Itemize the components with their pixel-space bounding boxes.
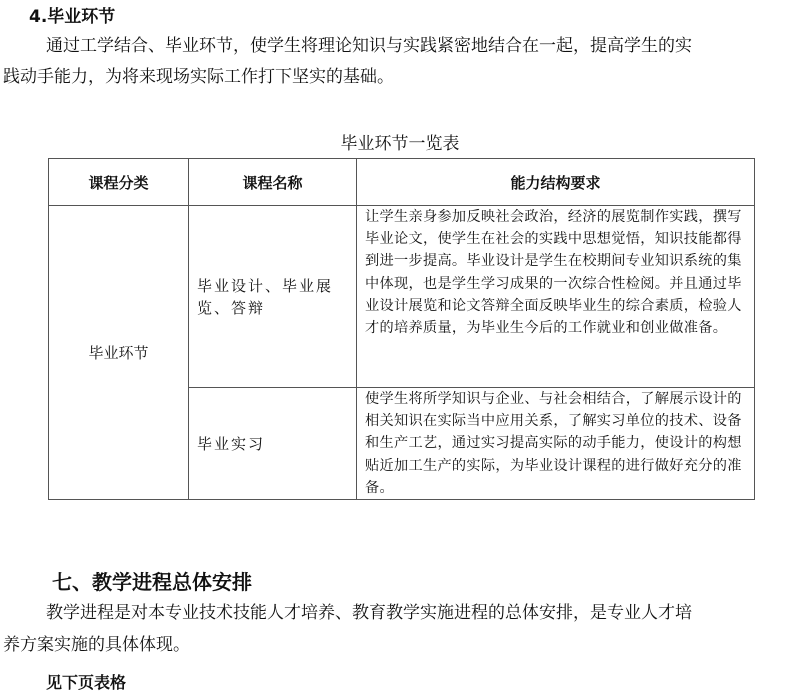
section-heading-teaching-schedule: 七、教学进程总体安排: [52, 570, 252, 594]
header-category: 课程分类: [49, 159, 189, 206]
table-caption: 毕业环节一览表: [340, 134, 460, 154]
graduation-table: [48, 158, 755, 500]
requirement-cell: 使学生将所学知识与企业、与社会相结合，了解展示设计的相关知识在实际当中应用关系，了解实习单位的技术、设备和生产工艺，通过实习提高实际的动手能力，使设计的构想贴近加工生产的实际，为毕业设计课程的进行做好充分的准备。: [357, 388, 755, 500]
course-name-cell: 毕业设计、毕业展览、答辩: [189, 206, 357, 388]
requirement-cell: 让学生亲身参加反映社会政治，经济的展览制作实践，撰写毕业论文，使学生在社会的实践中思想觉悟，知识技能都得到进一步提高。毕业设计是学生在校期间专业知识系统的集中体现，也是学生学习成果的一次综合性检阅。并且通过毕业设计展览和论文答辩全面反映毕业生的综合素质，检验人才的培养质量，为毕业生今后的工作就业和创业做准备。: [357, 206, 755, 388]
header-requirements: 能力结构要求: [357, 159, 755, 206]
table-header-row: [49, 159, 755, 206]
section-heading-graduation: 4.毕业环节: [29, 7, 116, 27]
course-name-cell: 毕业实习: [189, 388, 357, 500]
see-next-page-note: 见下页表格: [46, 673, 127, 692]
header-course-name: 课程名称: [189, 159, 357, 206]
category-cell: 毕业环节: [49, 206, 189, 500]
section-paragraph-line2: 养方案实施的具体体现。: [3, 635, 190, 655]
table-row: [49, 206, 755, 388]
section-paragraph-line1: 教学进程是对本专业技术技能人才培养、教育教学实施进程的总体安排，是专业人才培: [46, 603, 692, 623]
section-paragraph-line1: 通过工学结合、毕业环节，使学生将理论知识与实践紧密地结合在一起，提高学生的实: [46, 36, 692, 56]
section-paragraph-line2: 践动手能力，为将来现场实际工作打下坚实的基础。: [3, 67, 394, 87]
